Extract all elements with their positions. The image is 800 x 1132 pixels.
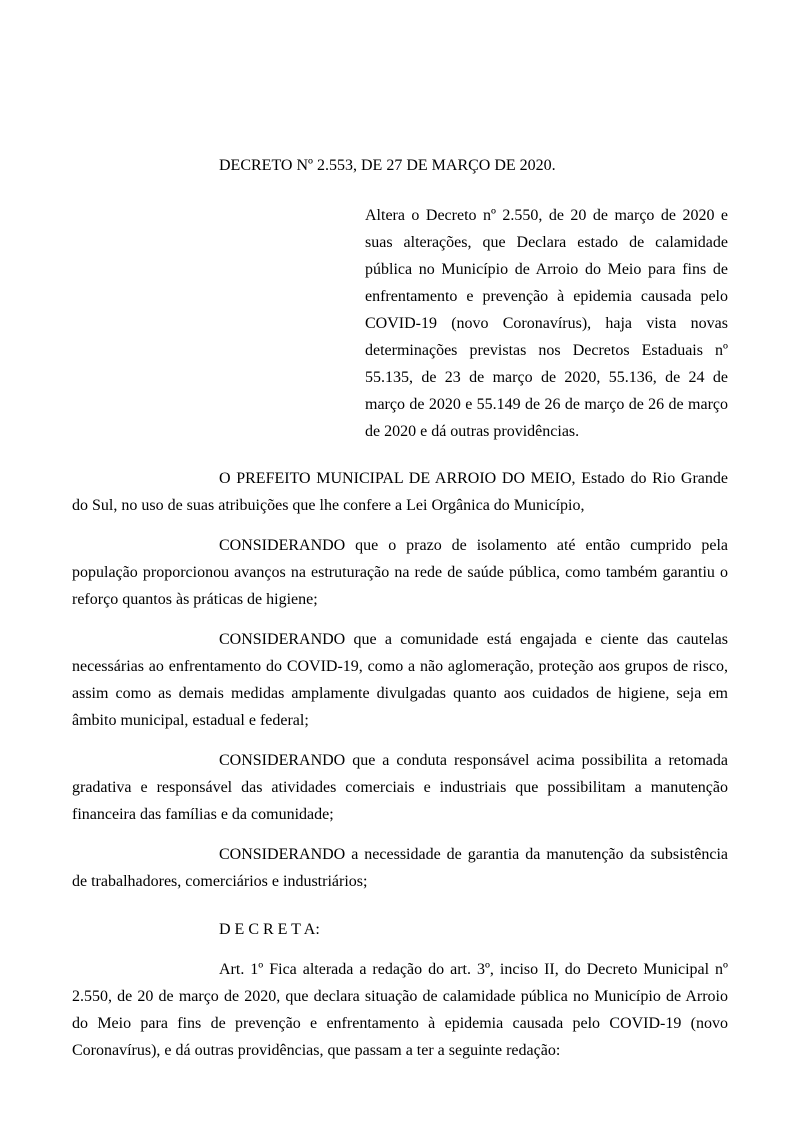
considerando-3: CONSIDERANDO que a conduta responsável acima possibilita a retomada gradativa e responsável das atividades comerciais e industriais que possibilitam a manutenção financeira das famílias e da comunidade; (72, 752, 728, 823)
decree-preamble: O PREFEITO MUNICIPAL DE ARROIO DO MEIO, Estado do Rio Grande do Sul, no uso de suas atribuições que lhe confere a Lei Orgânica do Município, (72, 470, 728, 514)
considerando-1: CONSIDERANDO que o prazo de isolamento até então cumprido pela população proporcionou avanços na estruturação na rede de saúde pública, como também garantiu o reforço quantos às práticas de higiene; (72, 537, 728, 608)
decree-title: DECRETO Nº 2.553, DE 27 DE MARÇO DE 2020. (219, 157, 556, 174)
considerando-2: CONSIDERANDO que a comunidade está engajada e ciente das cautelas necessárias ao enfrentamento do COVID-19, como a não aglomeração, proteção aos grupos de risco, assim como as demais medidas amplamente divulgadas quanto aos cuidados de higiene, seja em âmbito municipal, estadual e federal; (72, 631, 728, 729)
decree-summary: Altera o Decreto nº 2.550, de 20 de março de 2020 e suas alterações, que Declara estado de calamidade pública no Município de Arroio do Meio para fins de enfrentamento e prevenção à epidemia causada pelo COVID-19 (novo Coronavírus), haja vista novas determinações previstas nos Decretos Estaduais nº 55.135, de 23 de março de 2020, 55.136, de 24 de março de 2020 e 55.149 de 26 de março de 26 de março de 2020 e dá outras providências. (365, 207, 728, 440)
article-1: Art. 1º Fica alterada a redação do art. 3º, inciso II, do Decreto Municipal nº 2.550, de 20 de março de 2020, que declara situação de calamidade pública no Município de Arroio do Meio para fins de prevenção e enfrentamento à epidemia causada pelo COVID-19 (novo Coronavírus), e dá outras providências, que passam a ter a seguinte redação: (72, 961, 728, 1059)
considerando-4: CONSIDERANDO a necessidade de garantia da manutenção da subsistência de trabalhadores, comerciários e industriários; (72, 846, 728, 890)
decreta-heading: D E C R E T A: (219, 921, 320, 938)
